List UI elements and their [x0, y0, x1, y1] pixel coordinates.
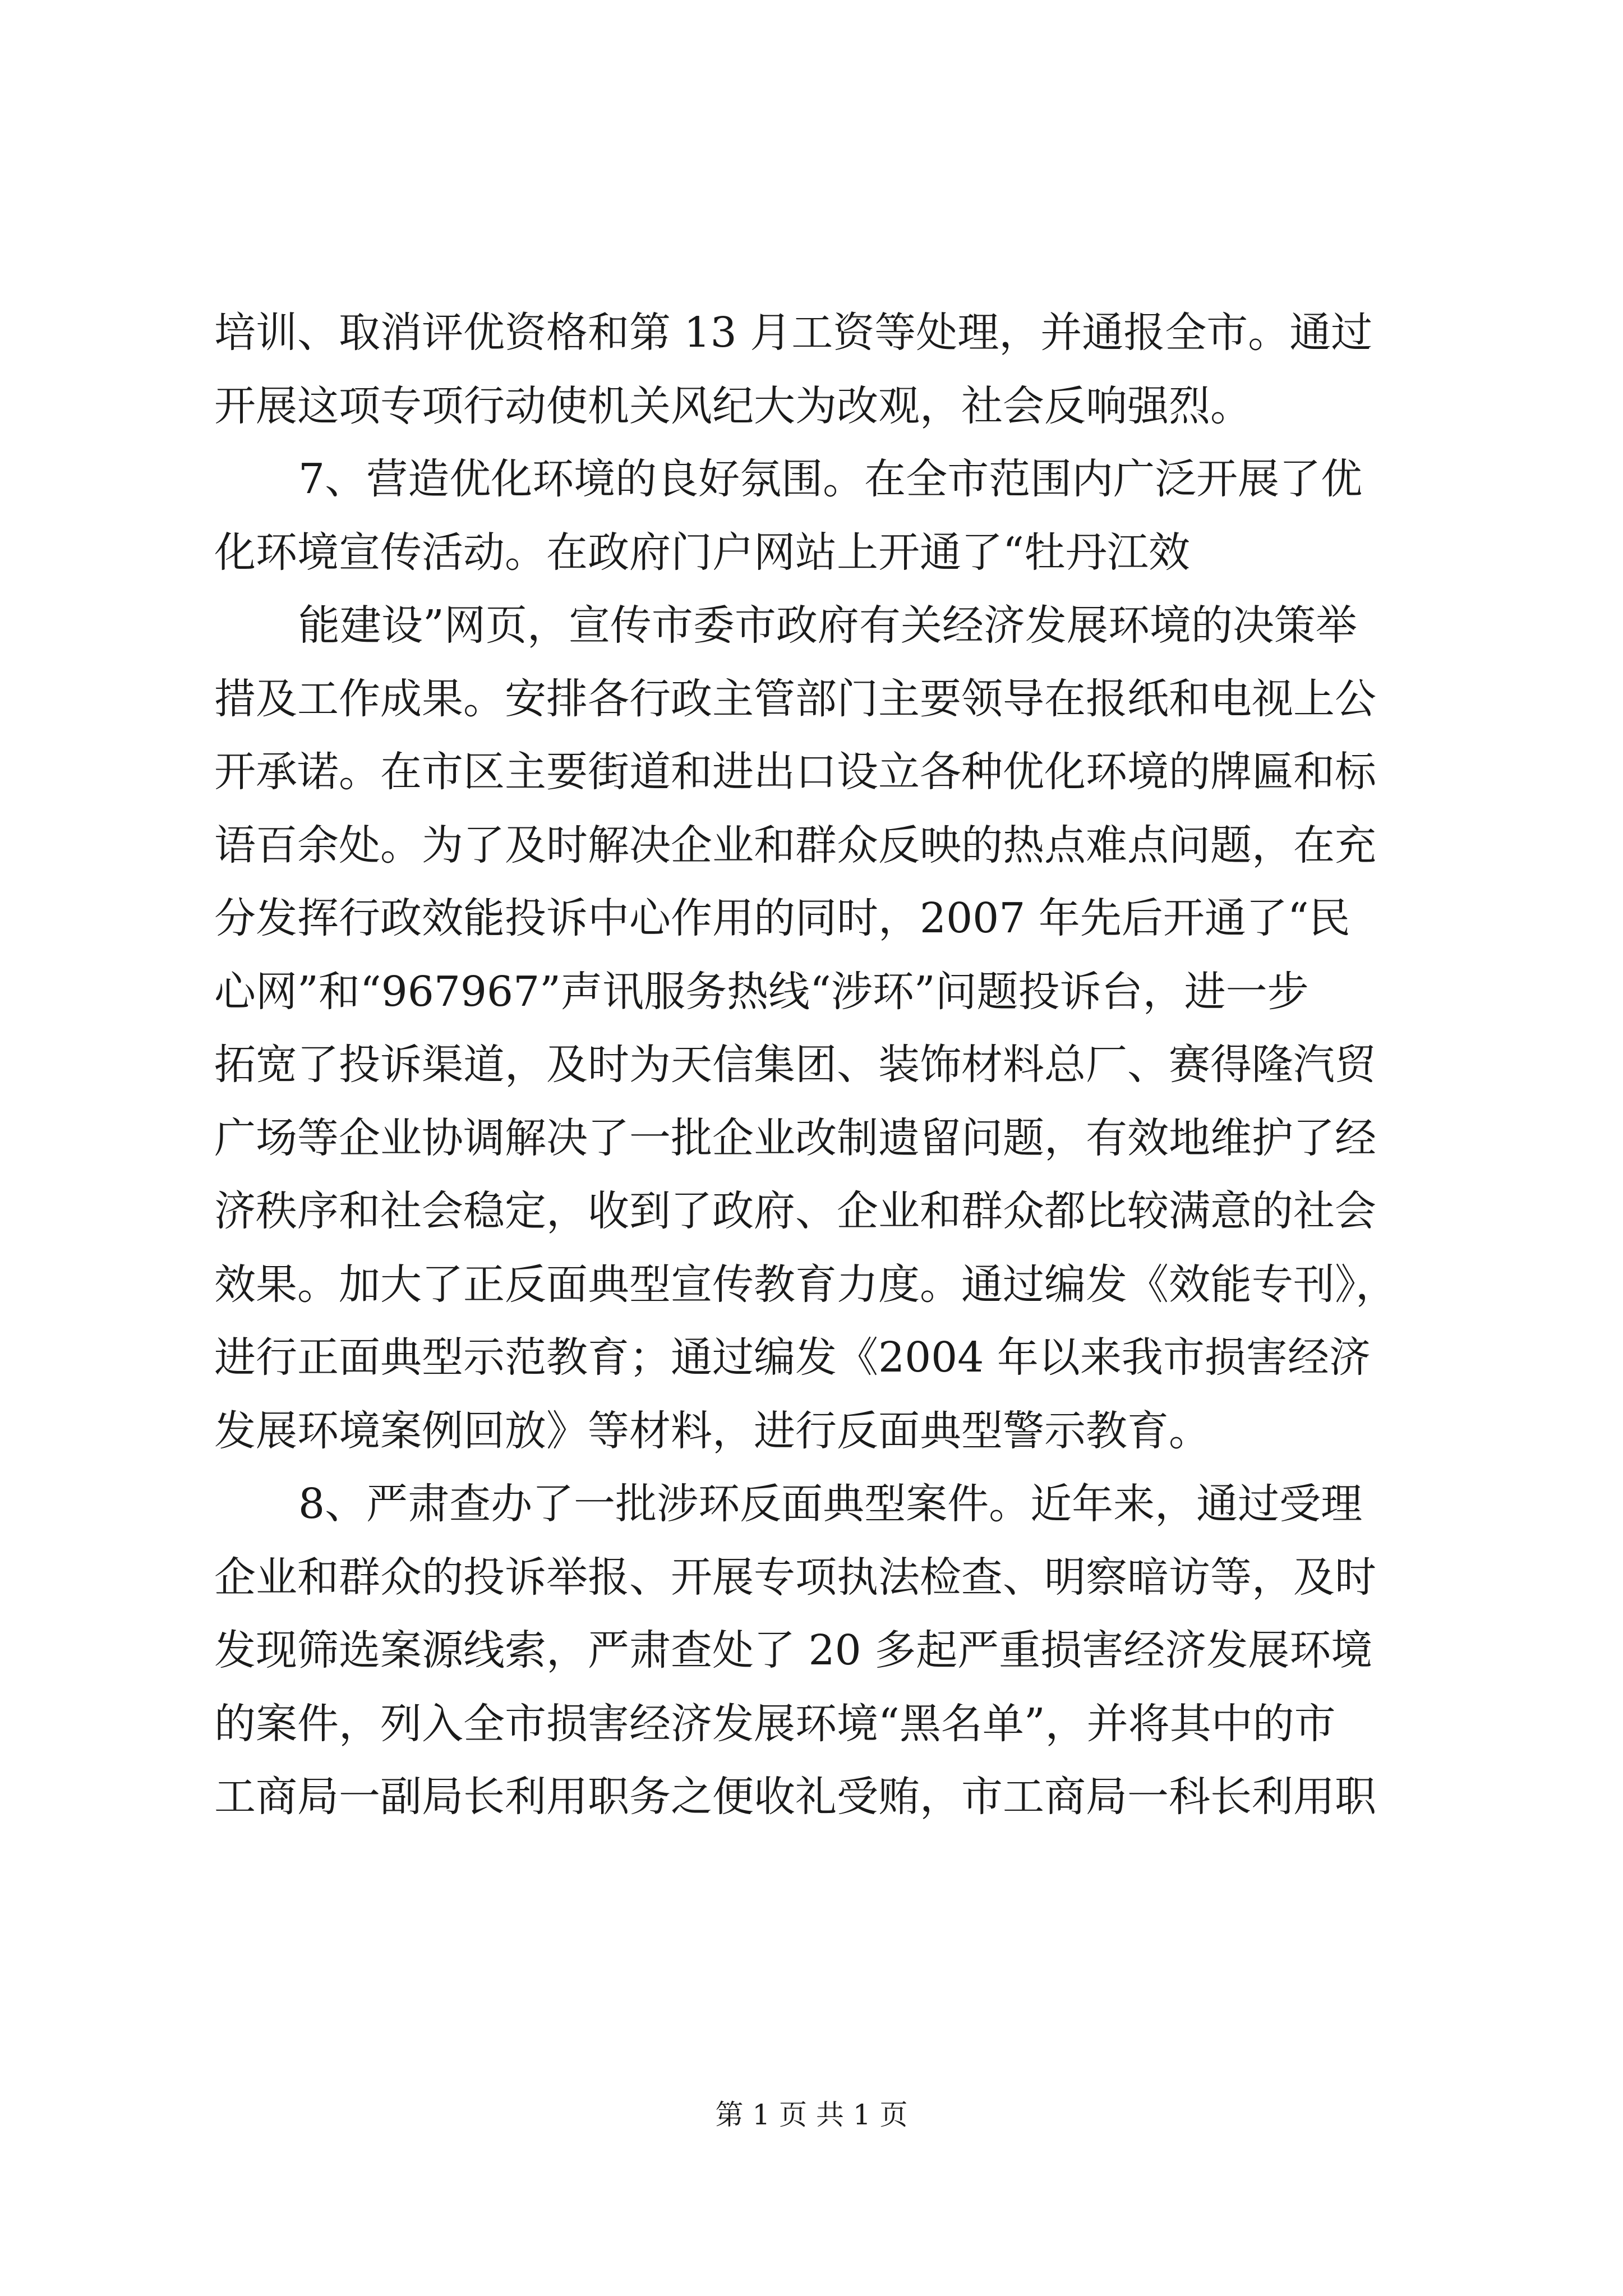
text-line: 能建设”网页，宣传市委市政府有关经济发展环境的决策举	[298, 601, 1357, 650]
text-line: 的案件，列入全市损害经济发展环境“黑名单”，并将其中的市	[214, 1699, 1336, 1748]
text-line: 进行正面典型示范教育；通过编发《2004 年以来我市损害经济	[214, 1333, 1371, 1382]
text-line: 7、营造优化环境的良好氛围。在全市范围内广泛开展了优	[298, 455, 1363, 503]
document-body	[214, 296, 1420, 1834]
text-line: 发展环境案例回放》等材料，进行反面典型警示教育。	[214, 1406, 1210, 1455]
text-line: 企业和群众的投诉举报、开展专项执法检查、明察暗访等，及时	[214, 1553, 1376, 1602]
page-footer: 第 1 页 共 1 页	[715, 2099, 908, 2131]
text-line: 8、严肃查办了一批涉环反面典型案件。近年来，通过受理	[298, 1480, 1363, 1528]
text-line: 化环境宣传活动。在政府门户网站上开通了“牡丹江效	[214, 528, 1190, 577]
text-line: 语百余处。为了及时解决企业和群众反映的热点难点问题，在充	[214, 821, 1376, 869]
text-line: 济秩序和社会稳定，收到了政府、企业和群众都比较满意的社会	[214, 1187, 1376, 1235]
paragraph	[214, 443, 1420, 589]
paragraph	[214, 1467, 1420, 1834]
text-line: 开承诺。在市区主要街道和进出口设立各种优化环境的牌匾和标	[214, 748, 1376, 796]
text-line: 培训、取消评优资格和第 13 月工资等处理，并通报全市。通过	[214, 309, 1373, 357]
paragraph	[214, 296, 1420, 443]
text-line: 心网”和“967967”声讯服务热线“涉环”问题投诉台，进一步	[214, 967, 1309, 1016]
text-line: 开展这项专项行动使机关风纪大为改观，社会反响强烈。	[214, 381, 1252, 430]
text-line: 发现筛选案源线索，严肃查处了 20 多起严重损害经济发展环境	[214, 1626, 1373, 1674]
text-line: 拓宽了投诉渠道，及时为天信集团、装饰材料总厂、赛得隆汽贸	[214, 1041, 1376, 1089]
text-line: 分发挥行政效能投诉中心作用的同时，2007 年先后开通了“民	[214, 894, 1350, 942]
text-line: 效果。加大了正反面典型宣传教育力度。通过编发《效能专刊》，	[214, 1260, 1397, 1309]
text-line: 工商局一副局长利用职务之便收礼受贿，市工商局一科长利用职	[214, 1773, 1376, 1821]
paragraph	[214, 589, 1420, 1467]
text-line: 措及工作成果。安排各行政主管部门主要领导在报纸和电视上公	[214, 674, 1376, 723]
text-line: 广场等企业协调解决了一批企业改制遗留问题，有效地维护了经	[214, 1114, 1376, 1162]
